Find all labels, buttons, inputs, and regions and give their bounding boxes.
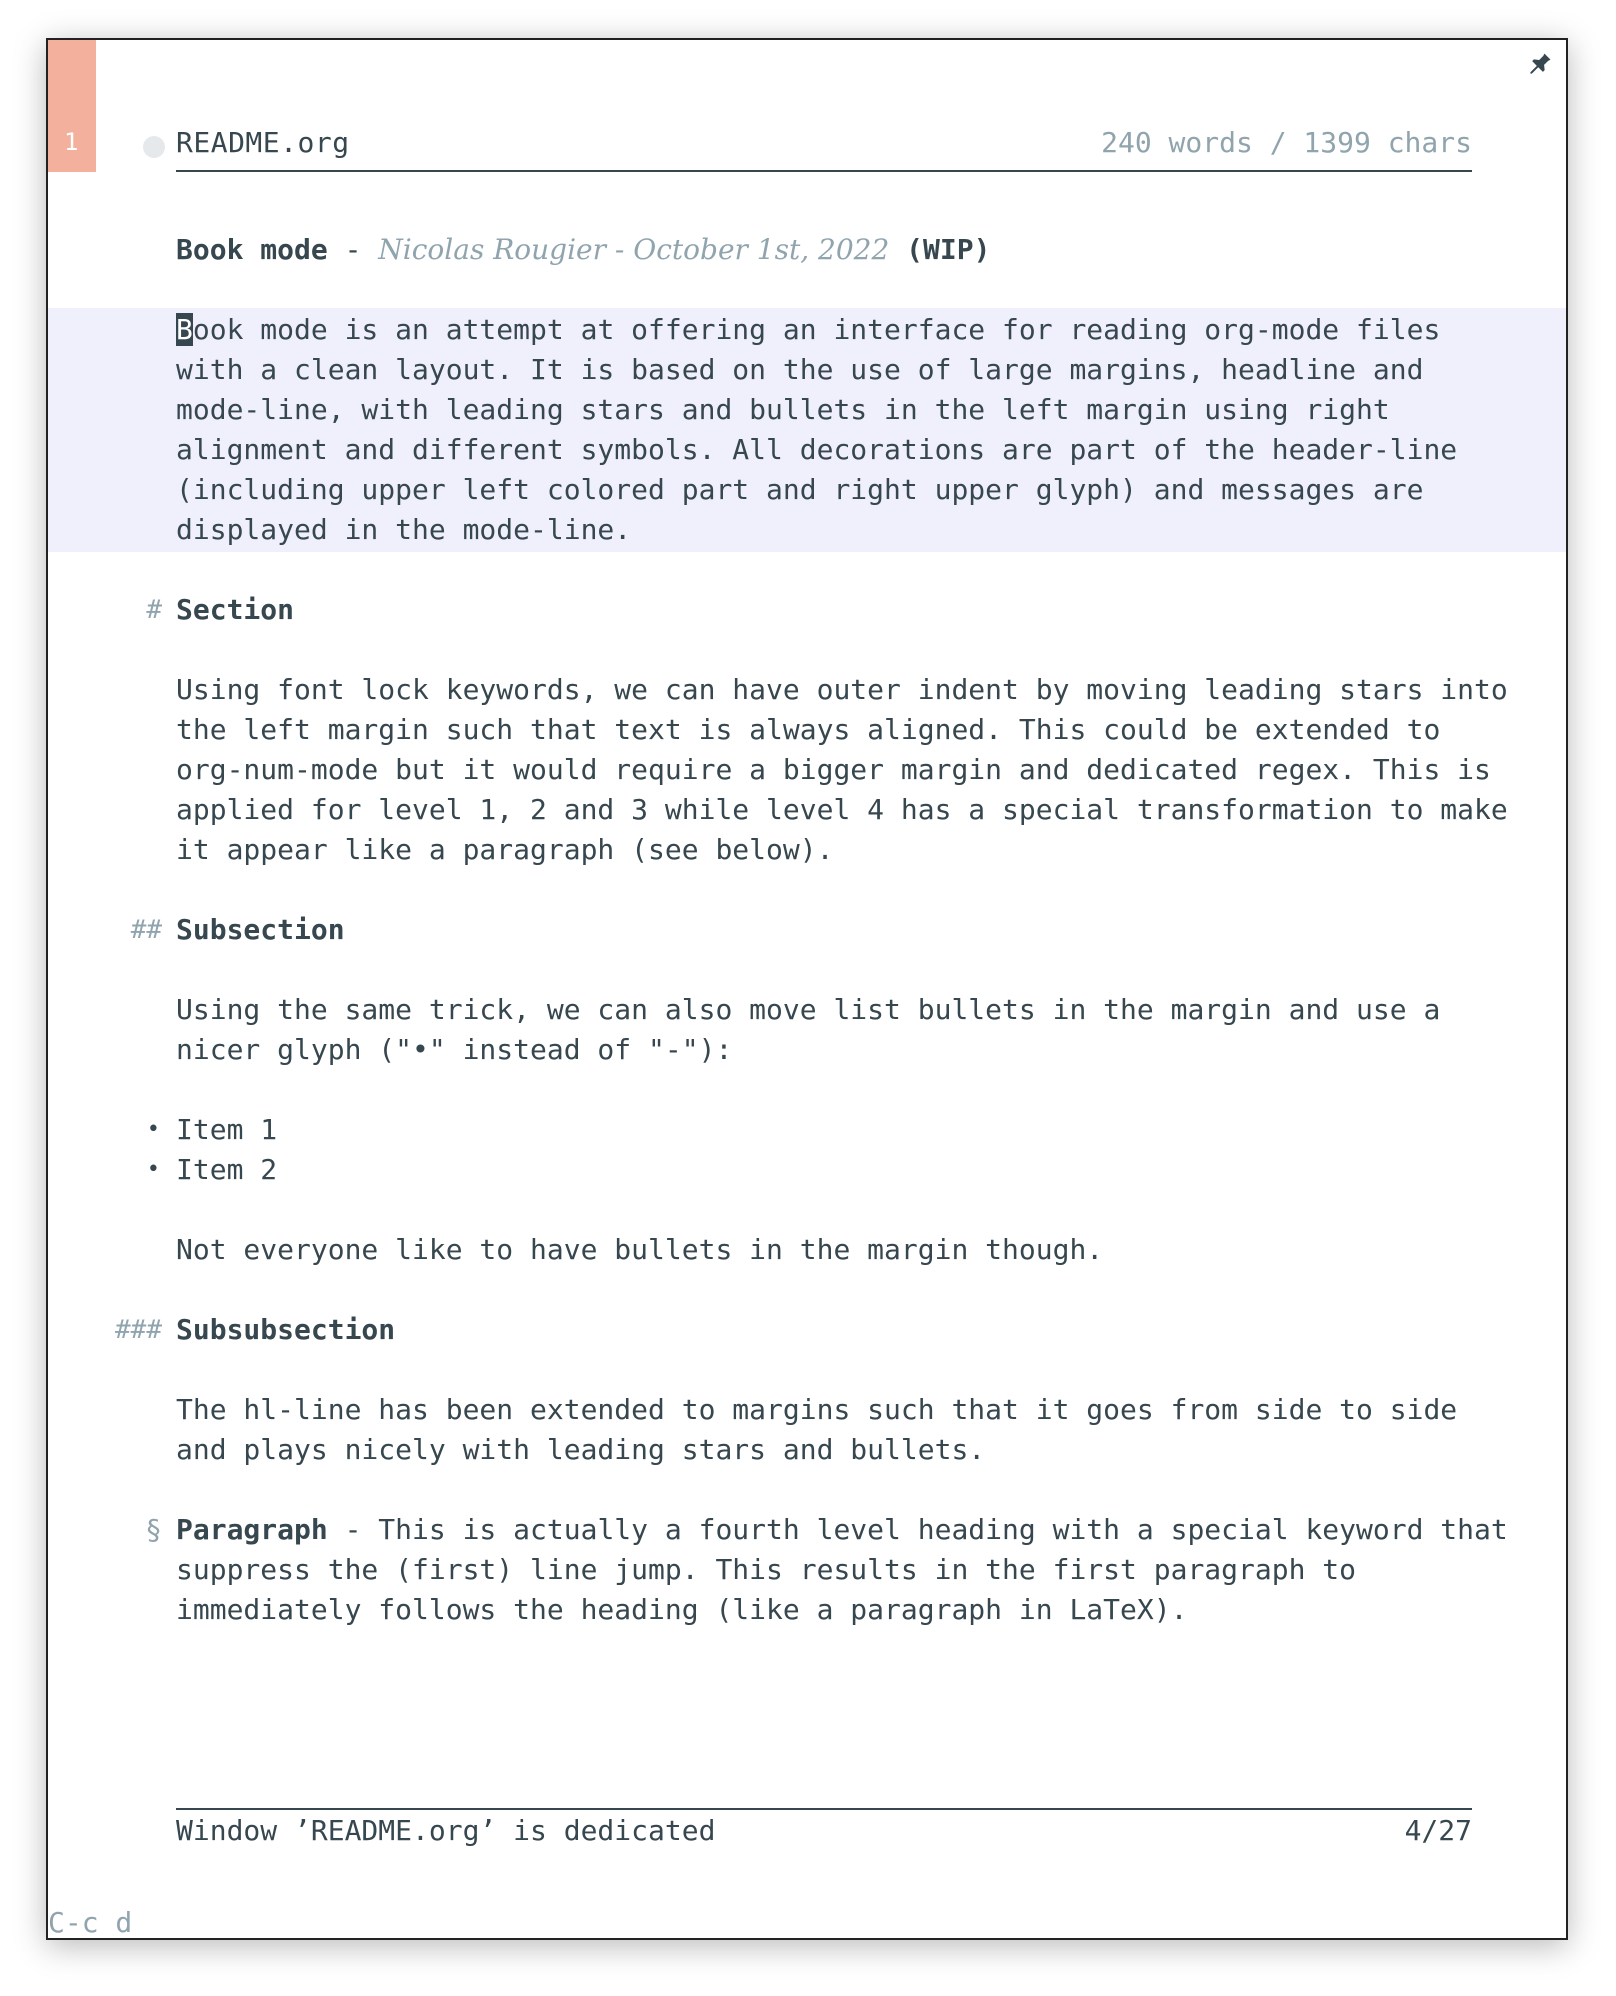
- subsection-line: Using the same trick, we can also move list bullets in the margin and use a: [176, 993, 1441, 1026]
- section-line: the left margin such that text is always aligned. This could be extended to: [176, 713, 1441, 746]
- word-char-count: 240 words / 1399 chars: [1101, 126, 1472, 159]
- bullet-icon: •: [146, 1117, 160, 1142]
- subsubsection-level-mark: ###: [115, 1315, 162, 1345]
- intro-line: mode-line, with leading stars and bullets in the left margin using right: [176, 393, 1390, 426]
- mode-line-message: Window ’README.org’ is dedicated: [176, 1814, 716, 1847]
- pin-icon[interactable]: [1526, 48, 1554, 76]
- intro-line-1: Book mode is an attempt at offering an interface for reading org-mode files: [176, 313, 1441, 346]
- paragraph-line: suppress the (first) line jump. This results in the first paragraph to: [176, 1553, 1357, 1586]
- title-separator: -: [327, 233, 379, 266]
- section-heading[interactable]: # Section: [176, 590, 1472, 630]
- paragraph-line: immediately follows the heading (like a paragraph in LaTeX).: [176, 1593, 1188, 1626]
- section-line: org-num-mode but it would require a bigger margin and dedicated regex. This is: [176, 753, 1491, 786]
- bullet-icon: •: [146, 1157, 160, 1182]
- mode-line-rule: [176, 1808, 1472, 1810]
- buffer-name: README.org: [176, 126, 350, 159]
- emacs-frame: [46, 38, 1568, 1940]
- list-item[interactable]: • Item 2: [176, 1150, 1472, 1190]
- section-line: Using font lock keywords, we can have outer indent by moving leading stars into: [176, 673, 1508, 706]
- intro-line: (including upper left colored part and right upper glyph) and messages are: [176, 473, 1424, 506]
- window-number-tab[interactable]: [48, 40, 96, 172]
- modified-indicator-icon: [143, 136, 165, 158]
- intro-line: with a clean layout. It is based on the use of large margins, headline and: [176, 353, 1424, 386]
- subsubsection-heading[interactable]: ### Subsubsection: [176, 1310, 1472, 1350]
- window-number: 1: [64, 128, 79, 156]
- section-sign-icon: §: [145, 1513, 162, 1546]
- subsection-line: nicer glyph ("•" instead of "-"):: [176, 1033, 733, 1066]
- title-tag: (WIP): [889, 233, 991, 266]
- subsubsection-line: and plays nicely with leading stars and bullets.: [176, 1433, 986, 1466]
- current-line-highlight[interactable]: [176, 310, 1472, 550]
- title-main: Book mode: [176, 233, 328, 266]
- title-author-date: Nicolas Rougier - October 1st, 2022: [378, 233, 890, 266]
- document-title: [176, 230, 1472, 270]
- subsection-heading[interactable]: ## Subsection: [176, 910, 1472, 950]
- header-line-rule: [176, 170, 1472, 172]
- list-item[interactable]: • Item 1: [176, 1110, 1472, 1150]
- mode-line-position: 4/27: [1404, 1814, 1472, 1847]
- document-body[interactable]: [115, 230, 1508, 1630]
- paragraph-heading: Paragraph: [176, 1513, 328, 1546]
- section-level-mark: #: [146, 595, 162, 625]
- section-line: it appear like a paragraph (see below).: [176, 833, 834, 866]
- subsubsection-line: The hl-line has been extended to margins such that it goes from side to side: [176, 1393, 1458, 1426]
- paragraph-heading-line[interactable]: § Paragraph - This is actually a fourth level heading with a special keyword that: [176, 1510, 1472, 1550]
- subsection-level-mark: ##: [130, 915, 162, 945]
- intro-line: alignment and different symbols. All decorations are part of the header-line: [176, 433, 1458, 466]
- subsection-after-line: Not everyone like to have bullets in the margin though.: [176, 1233, 1104, 1266]
- text-cursor: B: [176, 313, 193, 346]
- echo-area[interactable]: C-c d: [48, 1906, 133, 1939]
- section-line: applied for level 1, 2 and 3 while level 4 has a special transformation to make: [176, 793, 1508, 826]
- intro-line: displayed in the mode-line.: [176, 513, 632, 546]
